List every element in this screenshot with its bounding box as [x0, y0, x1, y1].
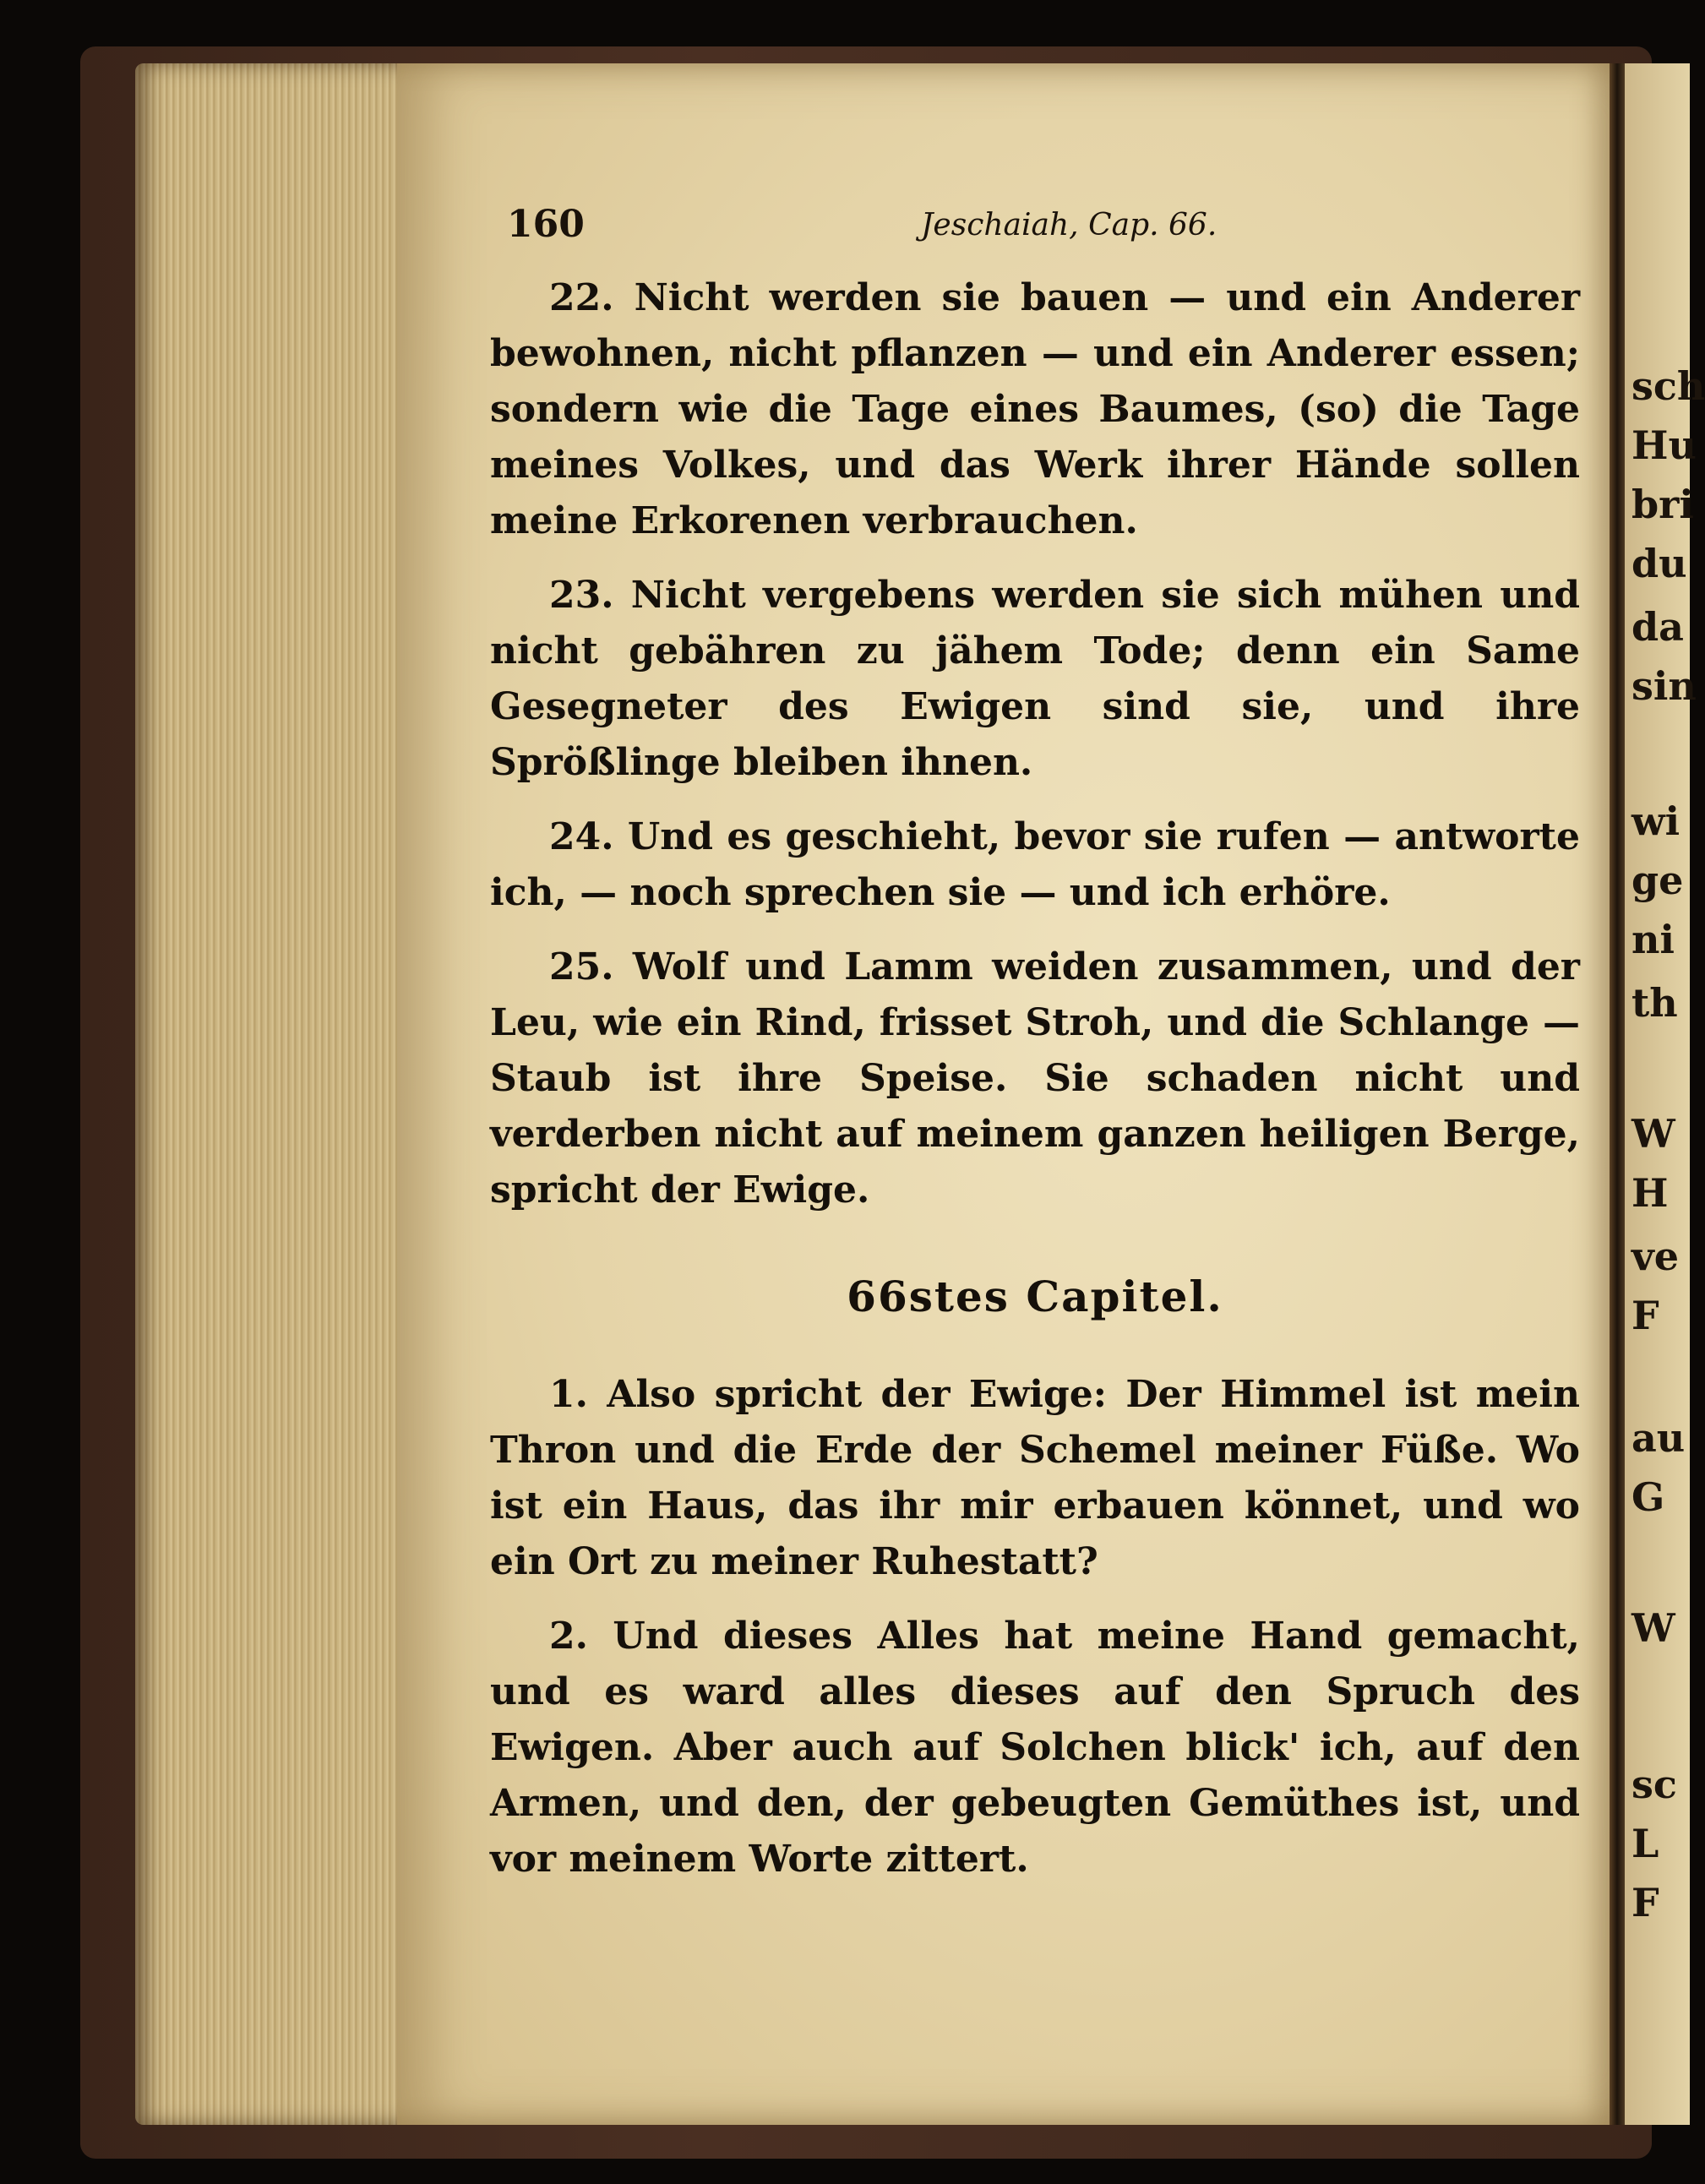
next-page-fragment: Hu: [1631, 422, 1697, 468]
running-title: Jeschaiah, Cap. 66.: [921, 208, 1217, 242]
next-page-fragment: sc: [1631, 1762, 1677, 1807]
next-page-fragment: sin: [1631, 663, 1697, 709]
next-page-fragment: F: [1631, 1293, 1659, 1338]
next-page-fragment: th: [1631, 980, 1678, 1026]
page-body: [490, 270, 1580, 1906]
page-header: [507, 203, 1588, 262]
next-page-fragment: ge: [1631, 858, 1684, 903]
page-number: 160: [507, 203, 585, 246]
next-page-fragment: H: [1631, 1170, 1669, 1216]
verse-paragraph: 25. Wolf und Lamm weiden zusammen, und der Leu, wie ein Rind, frisset Stroh, und die Schlange — Staub ist ihre Speise. Sie schaden nicht und verderben nicht auf meinem ganzen heiligen Berge, spricht der Ewige.: [490, 945, 1580, 1212]
verse-paragraph: 22. Nicht werden sie bauen — und ein Anderer bewohnen, nicht pflanzen — und ein Anderer essen; sondern wie die Tage eines Baumes, (so) die Tage meines Volkes, und das Werk ihrer Hände sollen meine Erkorenen verbrauchen.: [490, 276, 1580, 542]
next-page-fragment: du: [1631, 541, 1687, 586]
chapter-heading: 66stes Capitel.: [847, 1272, 1223, 1321]
next-page-fragment: W: [1631, 1605, 1675, 1651]
next-page-fragment: sch: [1631, 363, 1705, 409]
next-page-fragment: ni: [1631, 917, 1675, 962]
next-page-fragment: bri: [1631, 482, 1694, 527]
next-page-fragment: ve: [1631, 1234, 1679, 1279]
next-page-fragment: wi: [1631, 798, 1680, 844]
page-edges: [135, 63, 406, 2125]
next-page-fragment: da: [1631, 604, 1684, 650]
next-page-fragment: G: [1631, 1474, 1665, 1520]
next-page-fragment: F: [1631, 1880, 1659, 1925]
next-page-fragment: au: [1631, 1415, 1686, 1461]
book-gutter: [1610, 63, 1625, 2125]
verse-paragraph: 23. Nicht vergebens werden sie sich mühen und nicht gebähren zu jähem Tode; denn ein Same Gesegneter des Ewigen sind sie, und ihre Sprößlinge bleiben ihnen.: [490, 574, 1580, 784]
next-page-sliver: [1625, 63, 1705, 2125]
next-page-fragment: W: [1631, 1111, 1675, 1157]
verse-paragraph: 2. Und dieses Alles hat meine Hand gemacht, und es ward alles dieses auf den Spruch des Ewigen. Aber auch auf Solchen blick' ich, auf den Armen, und den, der gebeugten Gemüthes ist, und vor meinem Worte zittert.: [490, 1615, 1580, 1881]
next-page-fragment: L: [1631, 1821, 1659, 1866]
verse-paragraph: 1. Also spricht der Ewige: Der Himmel ist mein Thron und die Erde der Schemel meiner Füße. Wo ist ein Haus, das ihr mir erbauen könnet, und wo ein Ort zu meiner Ruhestatt?: [490, 1373, 1580, 1583]
verse-paragraph: 24. Und es geschieht, bevor sie rufen — antworte ich, — noch sprechen sie — und ich erhöre.: [490, 815, 1580, 914]
